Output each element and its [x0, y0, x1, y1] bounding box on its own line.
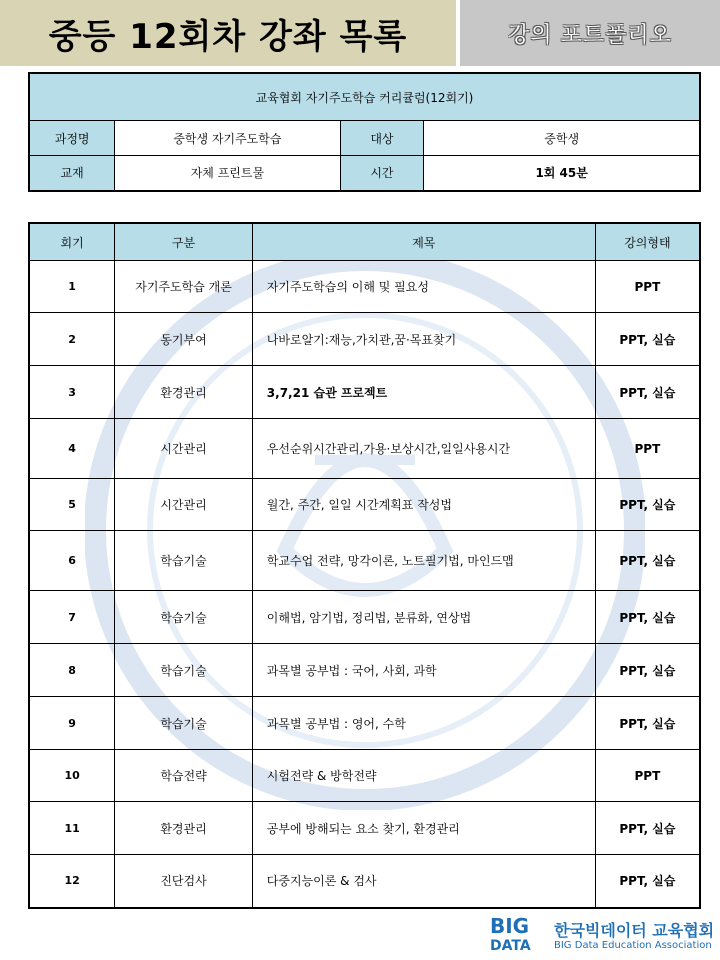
session-category: 시간관리	[115, 479, 253, 531]
session-category: 자기주도학습 개론	[115, 261, 253, 313]
session-number: 12	[29, 855, 115, 908]
session-category: 학습전략	[115, 750, 253, 802]
session-category: 학습기술	[115, 531, 253, 591]
session-category: 학습기술	[115, 591, 253, 644]
session-format: PPT	[595, 750, 700, 802]
table-row	[29, 855, 700, 908]
header-category: 구분	[115, 223, 253, 261]
session-title: 월간, 주간, 일일 시간계획표 작성법	[252, 479, 595, 531]
session-format: PPT, 실습	[595, 802, 700, 855]
logo-name-korean: 한국빅데이터 교육협회	[554, 921, 715, 940]
course-value: 중학생 자기주도학습	[115, 121, 340, 156]
course-info-table	[28, 72, 701, 192]
session-category: 학습기술	[115, 697, 253, 750]
session-number: 2	[29, 313, 115, 366]
time-label: 시간	[340, 156, 424, 191]
session-title: 우선순위시간관리,가용·보상시간,일일사용시간	[252, 419, 595, 479]
session-title: 과목별 공부법 : 국어, 사회, 과학	[252, 644, 595, 697]
session-title: 3,7,21 습관 프로젝트	[252, 366, 595, 419]
table-row	[29, 644, 700, 697]
target-label: 대상	[340, 121, 424, 156]
page-subtitle: 강의 포트폴리오	[460, 0, 720, 66]
session-title: 공부에 방해되는 요소 찾기, 환경관리	[252, 802, 595, 855]
session-category: 환경관리	[115, 366, 253, 419]
table-row	[29, 366, 700, 419]
session-title: 학교수업 전략, 망각이론, 노트필기법, 마인드맵	[252, 531, 595, 591]
table-row	[29, 261, 700, 313]
target-value: 중학생	[424, 121, 700, 156]
curriculum-title: 교육협회 자기주도학습 커리큘럼(12회기)	[29, 73, 700, 121]
session-number: 3	[29, 366, 115, 419]
session-title: 다중지능이론 & 검사	[252, 855, 595, 908]
session-number: 8	[29, 644, 115, 697]
course-label: 과정명	[29, 121, 115, 156]
page-title: 중등 12회차 강좌 목록	[0, 0, 456, 66]
session-format: PPT, 실습	[595, 479, 700, 531]
material-value: 자체 프린트물	[115, 156, 340, 191]
session-number: 4	[29, 419, 115, 479]
session-number: 1	[29, 261, 115, 313]
table-row	[29, 750, 700, 802]
session-format: PPT	[595, 419, 700, 479]
table-row	[29, 591, 700, 644]
session-number: 9	[29, 697, 115, 750]
session-title: 과목별 공부법 : 영어, 수학	[252, 697, 595, 750]
session-title: 나바로알기:재능,가치관,꿈·목표찾기	[252, 313, 595, 366]
session-category: 시간관리	[115, 419, 253, 479]
table-row	[29, 531, 700, 591]
session-number: 6	[29, 531, 115, 591]
header-title: 제목	[252, 223, 595, 261]
session-category: 학습기술	[115, 644, 253, 697]
session-format: PPT, 실습	[595, 591, 700, 644]
session-number: 10	[29, 750, 115, 802]
logo-data-text: DATA	[490, 938, 531, 954]
table-row	[29, 313, 700, 366]
header-format: 강의형태	[595, 223, 700, 261]
session-number: 7	[29, 591, 115, 644]
session-format: PPT, 실습	[595, 855, 700, 908]
table-row	[29, 419, 700, 479]
session-number: 11	[29, 802, 115, 855]
session-format: PPT, 실습	[595, 531, 700, 591]
session-number: 5	[29, 479, 115, 531]
session-category: 환경관리	[115, 802, 253, 855]
curriculum-table	[28, 222, 701, 909]
table-row	[29, 802, 700, 855]
session-format: PPT, 실습	[595, 697, 700, 750]
session-category: 진단검사	[115, 855, 253, 908]
time-value: 1회 45분	[424, 156, 700, 191]
table-row	[29, 479, 700, 531]
header-session: 회기	[29, 223, 115, 261]
session-format: PPT, 실습	[595, 366, 700, 419]
session-title: 자기주도학습의 이해 및 필요성	[252, 261, 595, 313]
session-format: PPT, 실습	[595, 644, 700, 697]
logo-name-english: BIG Data Education Association	[554, 940, 712, 951]
logo-big-text: BIG	[490, 914, 530, 938]
session-format: PPT	[595, 261, 700, 313]
session-category: 동기부여	[115, 313, 253, 366]
session-title: 시험전략 & 방학전략	[252, 750, 595, 802]
session-format: PPT, 실습	[595, 313, 700, 366]
association-logo	[490, 915, 720, 959]
material-label: 교재	[29, 156, 115, 191]
table-row	[29, 697, 700, 750]
session-title: 이해법, 암기법, 정리법, 분류화, 연상법	[252, 591, 595, 644]
